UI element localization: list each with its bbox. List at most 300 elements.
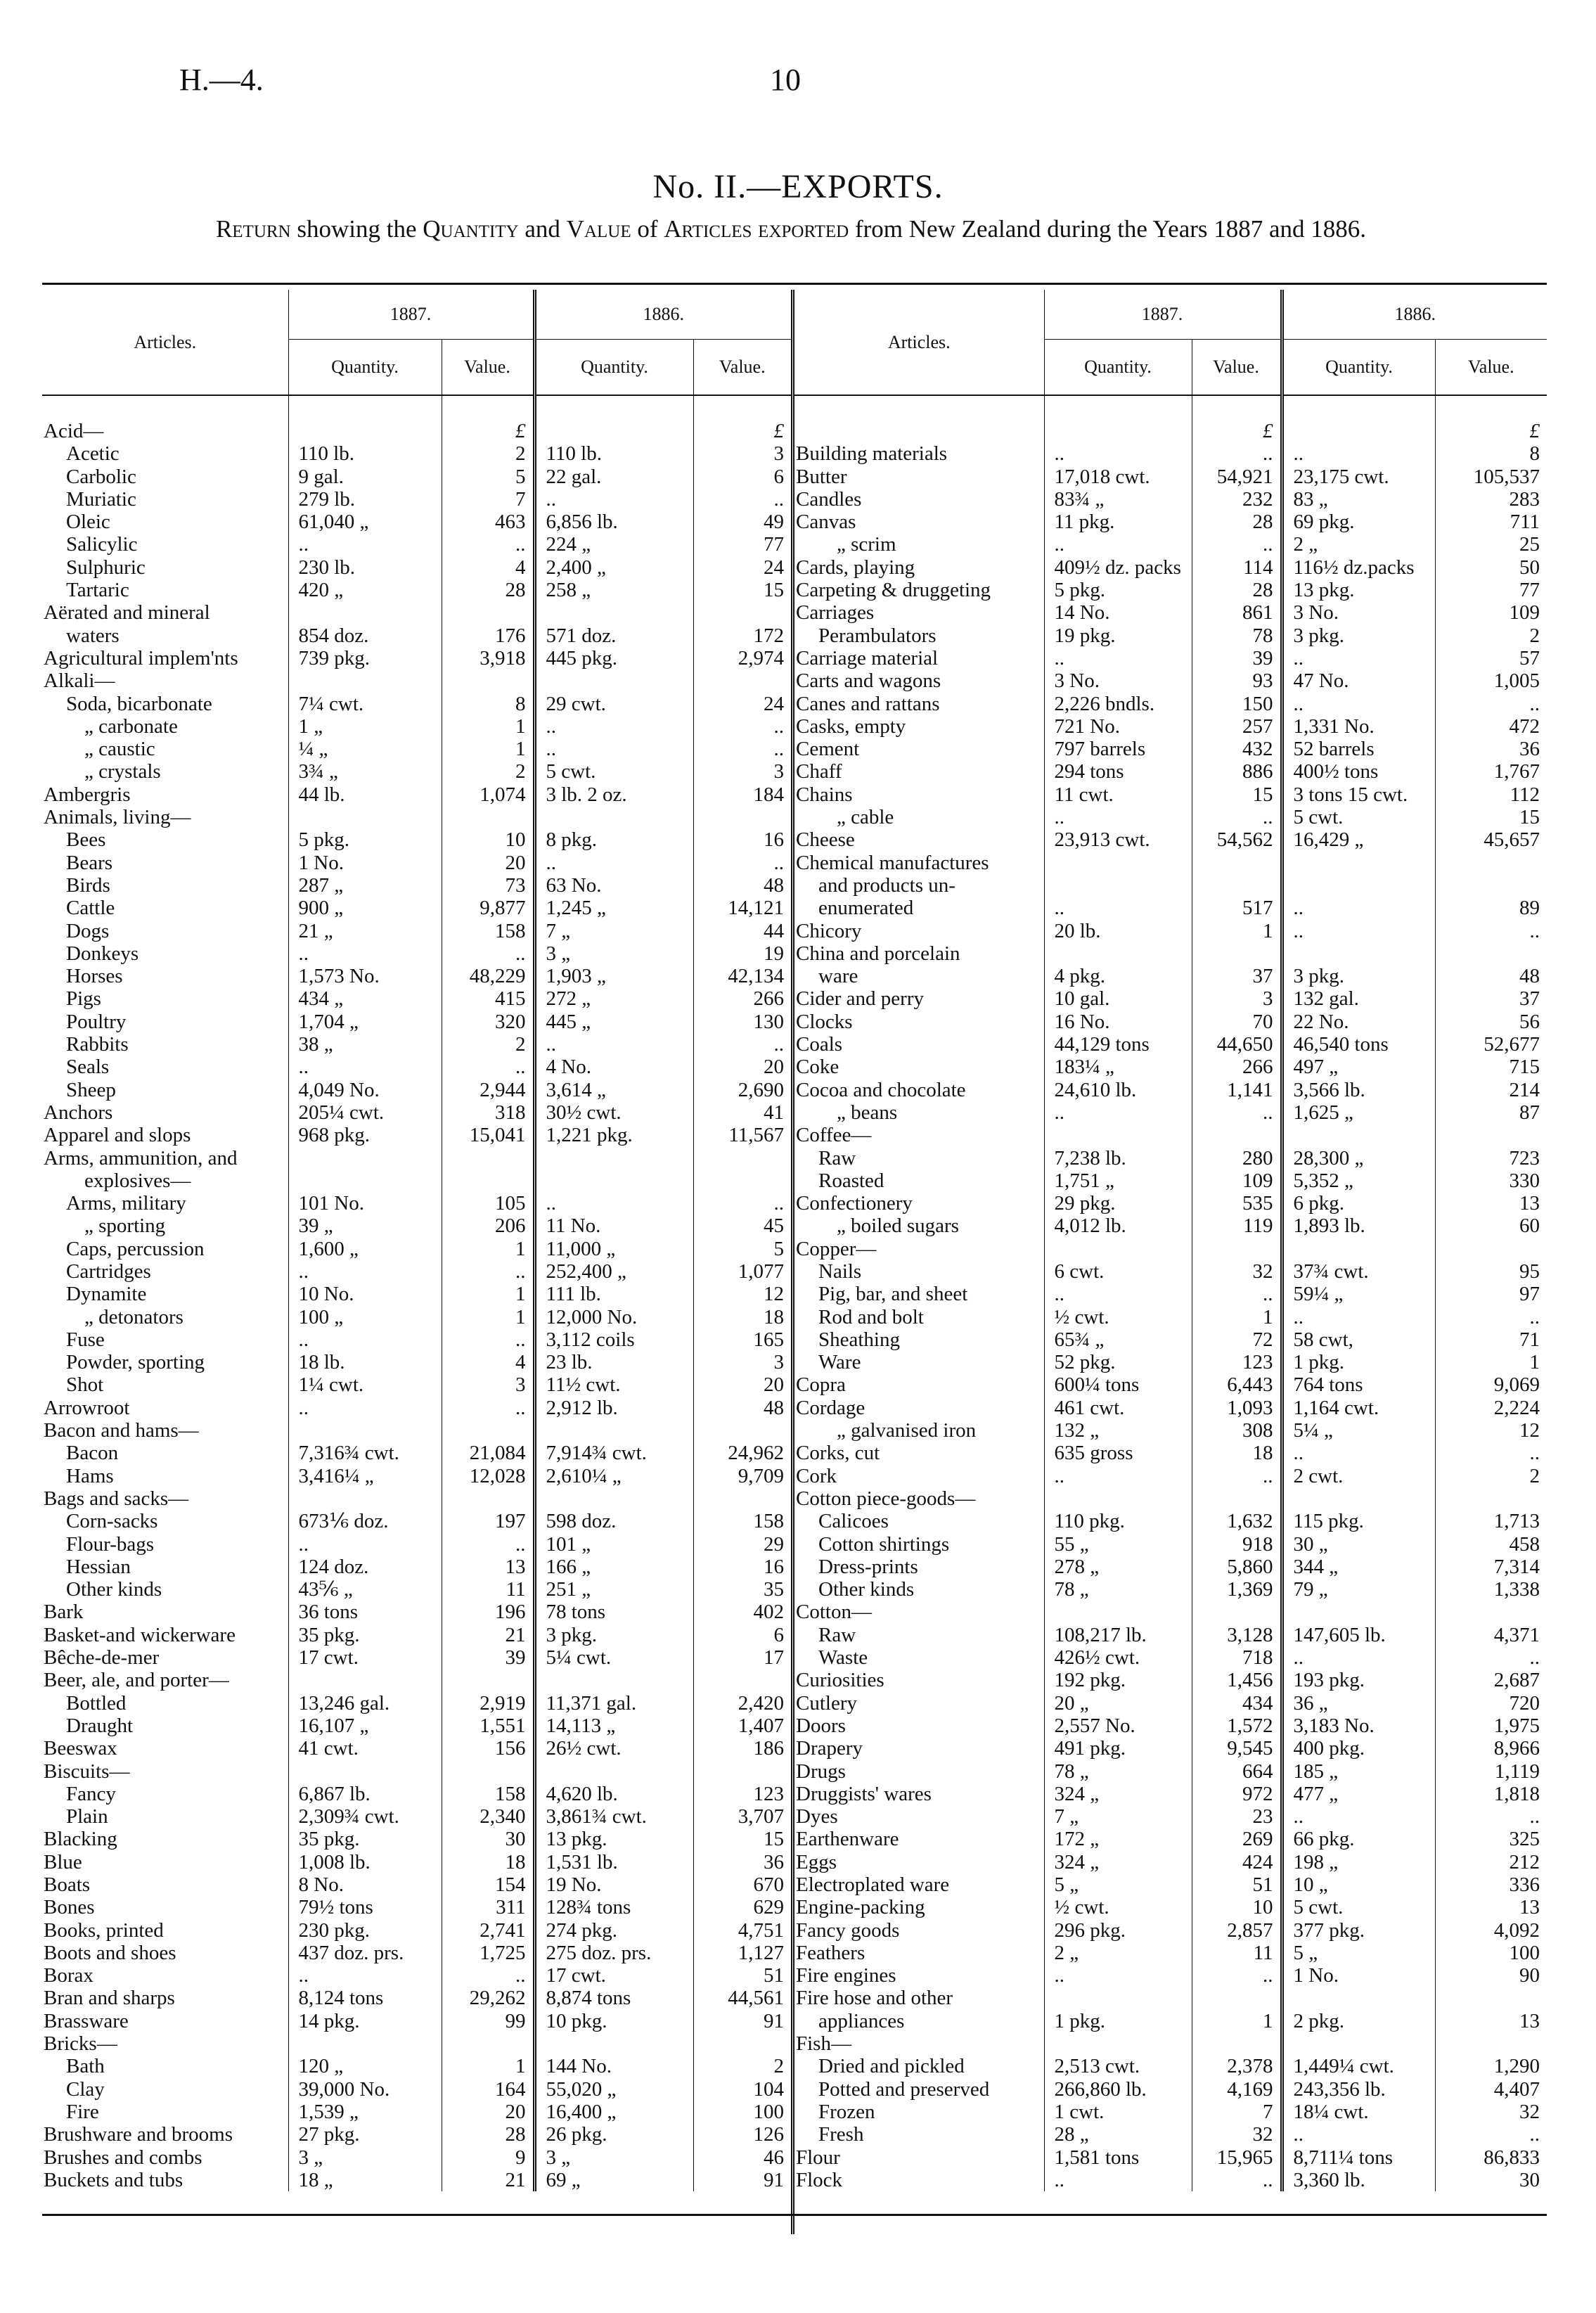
table-row [794, 1805, 1547, 1828]
article-name: Soda, bicarbonate [66, 692, 212, 715]
value-1886: 670 [693, 1873, 791, 1896]
value-1887 [442, 1147, 534, 1170]
quantity-1886: .. [534, 1033, 693, 1056]
table-row [42, 897, 791, 919]
value-1886: 472 [1435, 715, 1547, 738]
quantity-1887: 426½ cwt. [1044, 1646, 1192, 1669]
table-row [42, 1919, 791, 1942]
article-name: Cider and perry [796, 987, 924, 1011]
value-1887: 1,456 [1192, 1669, 1282, 1691]
value-1887: .. [442, 1260, 534, 1283]
quantity-1886: .. [534, 738, 693, 760]
value-1886: 15 [1435, 806, 1547, 828]
value-1887: .. [442, 1056, 534, 1078]
quantity-1886 [534, 1170, 693, 1192]
subtitle-word: showing the [290, 215, 423, 243]
quantity-1887: 79½ tons [288, 1896, 442, 1918]
quantity-1887: 65¾ „ [1044, 1328, 1192, 1351]
article-name: Hams [66, 1464, 114, 1487]
value-1886: 44,561 [693, 1987, 791, 2009]
table-row [42, 2032, 791, 2055]
value-1886: 212 [1435, 1851, 1547, 1873]
value-1887: 6,443 [1192, 1373, 1282, 1396]
quantity-1886: 1,449¼ cwt. [1282, 2055, 1435, 2077]
table-row [794, 987, 1547, 1010]
value-1887: 1,551 [442, 1715, 534, 1737]
article-name: Perambulators [818, 624, 937, 647]
quantity-1887: 8 No. [288, 1873, 442, 1896]
table-row [794, 1147, 1547, 1170]
value-1886: 13 [1435, 2010, 1547, 2032]
quantity-1886: 1,625 „ [1282, 1101, 1435, 1124]
quantity-1887 [288, 2032, 442, 2055]
table-row [42, 1624, 791, 1646]
value-1887: 2,857 [1192, 1919, 1282, 1942]
value-1886: 1,713 [1435, 1510, 1547, 1532]
article-name: Bottled [66, 1691, 127, 1715]
quantity-1887: .. [288, 1056, 442, 1078]
table-row [794, 965, 1547, 987]
value-1886: 87 [1435, 1101, 1547, 1124]
table-row [42, 466, 791, 488]
quantity-1886: 16,400 „ [534, 2101, 693, 2123]
quantity-1886: 18¼ cwt. [1282, 2101, 1435, 2123]
value-1886: 2 [1435, 1465, 1547, 1487]
quantity-1887 [1044, 942, 1192, 965]
quantity-1886: .. [1282, 1805, 1435, 1828]
value-1886: .. [693, 1033, 791, 1056]
article-name: Carriage material [796, 646, 939, 669]
value-1887: 156 [442, 1737, 534, 1760]
quantity-1887: 7 „ [1044, 1805, 1192, 1828]
value-1887: 54,921 [1192, 466, 1282, 488]
article-name: Flour [796, 2146, 840, 2169]
quantity-1886: .. [1282, 1442, 1435, 1464]
quantity-1887: 101 No. [288, 1192, 442, 1215]
article-name: „ scrim [837, 533, 896, 556]
article-name: „ caustic [84, 738, 155, 761]
value-1887: 105 [442, 1192, 534, 1215]
article-name: Fresh [818, 2123, 864, 2146]
article-name: Bricks— [44, 2032, 117, 2056]
value-1887 [1192, 1987, 1282, 2009]
article-name: Cork [796, 1464, 837, 1487]
value-1887: 2 [442, 760, 534, 783]
table-row [42, 1056, 791, 1078]
table-row [794, 1715, 1547, 1737]
quantity-1886: 5¼ „ [1282, 1419, 1435, 1442]
quantity-1887: 44 lb. [288, 783, 442, 806]
exports-table-right [791, 290, 1550, 2234]
value-1887 [1192, 874, 1282, 897]
article-name: Druggists' wares [796, 1782, 932, 1805]
quantity-1887: 900 „ [288, 897, 442, 919]
article-name: ware [818, 965, 858, 988]
article-name: Corks, cut [796, 1442, 880, 1465]
value-1886: 51 [693, 1964, 791, 1987]
value-1886: 3 [693, 442, 791, 465]
article-name: Boats [44, 1873, 91, 1896]
table-row [794, 2123, 1547, 2146]
value-1886: 30 [1435, 2169, 1547, 2191]
value-1887: 1,369 [1192, 1578, 1282, 1601]
table-row [42, 2146, 791, 2169]
table-row [794, 1124, 1547, 1146]
value-1887: 517 [1192, 897, 1282, 919]
value-1887: 15,041 [442, 1124, 534, 1146]
value-1886 [1435, 874, 1547, 897]
quantity-1886: 22 No. [1282, 1011, 1435, 1033]
value-1887: 1 [442, 1283, 534, 1305]
table-row [794, 1669, 1547, 1691]
quantity-1886: 69 pkg. [1282, 511, 1435, 533]
value-1887: .. [442, 942, 534, 965]
article-name: Rabbits [66, 1033, 129, 1056]
quantity-1887: 39,000 No. [288, 2078, 442, 2101]
value-header: Value. [693, 340, 791, 396]
quantity-1887: .. [1044, 1964, 1192, 1987]
table-row [794, 601, 1547, 624]
exports-table-left [42, 290, 791, 2234]
quantity-1886: 11,371 gal. [534, 1692, 693, 1715]
value-1887: 78 [1192, 624, 1282, 647]
value-1886: 24 [693, 556, 791, 579]
article-name: enumerated [818, 897, 914, 920]
quantity-1886: 2,912 lb. [534, 1397, 693, 1419]
value-1887: 28 [442, 2123, 534, 2146]
article-name: Arrowroot [44, 1396, 130, 1419]
page-number: 10 [770, 63, 801, 97]
quantity-1887: .. [288, 1260, 442, 1283]
article-name: Beer, ale, and porter— [44, 1669, 229, 1692]
value-1887 [1192, 1487, 1282, 1510]
table-row [42, 1238, 791, 1260]
table-row [42, 1873, 791, 1896]
quantity-1887: 3,416¼ „ [288, 1465, 442, 1487]
subtitle-word: Articles exported [664, 215, 849, 243]
quantity-1887 [288, 1147, 442, 1170]
value-1887: 28 [442, 579, 534, 601]
value-1887: 15,965 [1192, 2146, 1282, 2169]
article-name: Donkeys [66, 942, 139, 965]
subtitle-word: Value [566, 215, 631, 243]
quantity-1886 [534, 1487, 693, 1510]
value-1887: 21,084 [442, 1442, 534, 1464]
table-row [794, 1987, 1547, 2009]
table-row [794, 511, 1547, 533]
table-row [794, 1942, 1547, 1964]
quantity-1886: 224 „ [534, 533, 693, 556]
quantity-1886: 4 No. [534, 1056, 693, 1078]
quantity-1886 [534, 2032, 693, 2055]
value-1887: 1,572 [1192, 1715, 1282, 1737]
quantity-1887 [288, 420, 442, 442]
page-title: No. II.—EXPORTS. [652, 168, 944, 205]
value-1887: 18 [442, 1851, 534, 1873]
article-name: Borax [44, 1964, 94, 1987]
value-1886: 20 [693, 1056, 791, 1078]
value-1887: 4,169 [1192, 2078, 1282, 2101]
value-1886: .. [1435, 1646, 1547, 1669]
value-1887: 114 [1192, 556, 1282, 579]
quantity-1887 [1044, 420, 1192, 442]
article-name: Horses [66, 965, 123, 988]
table-row [794, 488, 1547, 511]
value-1886: 2 [1435, 624, 1547, 647]
article-name: „ galvanised iron [837, 1419, 977, 1442]
article-name: Clay [66, 2077, 105, 2101]
table-row [794, 828, 1547, 851]
table-row [794, 1760, 1547, 1783]
table-row [794, 1828, 1547, 1850]
value-1887: 48,229 [442, 965, 534, 987]
quantity-1886: 30½ cwt. [534, 1101, 693, 1124]
value-1887: .. [1192, 1465, 1282, 1487]
quantity-1886 [534, 1147, 693, 1170]
value-1886: 32 [1435, 2101, 1547, 2123]
table-row [794, 2055, 1547, 2077]
article-name: Blacking [44, 1828, 117, 1851]
value-1886: 629 [693, 1896, 791, 1918]
quantity-1886: 17 cwt. [534, 1964, 693, 1987]
article-name: explosives— [84, 1169, 191, 1192]
quantity-1886: 4,620 lb. [534, 1783, 693, 1805]
table-row [42, 1578, 791, 1601]
table-row [794, 1873, 1547, 1896]
value-1886 [1435, 1124, 1547, 1146]
quantity-1887: 296 pkg. [1044, 1919, 1192, 1942]
value-1887: .. [1192, 1283, 1282, 1305]
quantity-1886: 764 tons [1282, 1373, 1435, 1396]
table-row [794, 1556, 1547, 1578]
quantity-1886: 115 pkg. [1282, 1510, 1435, 1532]
value-1887: 119 [1192, 1215, 1282, 1237]
table-row [794, 1465, 1547, 1487]
table-row [42, 920, 791, 942]
quantity-1887: 673⅙ doz. [288, 1510, 442, 1532]
value-1887 [442, 1760, 534, 1783]
quantity-1887: 420 „ [288, 579, 442, 601]
article-name: Rod and bolt [818, 1305, 924, 1328]
quantity-1887: 461 cwt. [1044, 1397, 1192, 1419]
quantity-1887: 324 „ [1044, 1783, 1192, 1805]
quantity-1887: 1 No. [288, 852, 442, 874]
table-row [42, 2123, 791, 2146]
quantity-1886: 5,352 „ [1282, 1170, 1435, 1192]
quantity-1887 [288, 1669, 442, 1691]
value-1886: .. [693, 852, 791, 874]
value-1887: 9,877 [442, 897, 534, 919]
article-name: Pig, bar, and sheet [818, 1283, 968, 1306]
quantity-1887: 108,217 lb. [1044, 1624, 1192, 1646]
table-row [42, 1669, 791, 1691]
value-1887: 4 [442, 556, 534, 579]
value-1887: 1 [1192, 1306, 1282, 1328]
table-row [794, 942, 1547, 965]
quantity-1886: 243,356 lb. [1282, 2078, 1435, 2101]
value-1887: 8 [442, 693, 534, 715]
value-1887 [442, 806, 534, 828]
quantity-1886: 1 No. [1282, 1964, 1435, 1987]
article-name: Bones [44, 1896, 95, 1919]
value-1886: 89 [1435, 897, 1547, 919]
article-name: Nails [818, 1260, 862, 1283]
quantity-1886 [1282, 2032, 1435, 2055]
quantity-1886: 128¾ tons [534, 1896, 693, 1918]
quantity-1887: 21 „ [288, 920, 442, 942]
article-name: Cheese [796, 828, 855, 852]
table-row [794, 1033, 1547, 1056]
quantity-1886: 3 tons 15 cwt. [1282, 783, 1435, 806]
table-row [42, 1328, 791, 1351]
quantity-1887: 43⅚ „ [288, 1578, 442, 1601]
quantity-1887: 35 pkg. [288, 1828, 442, 1850]
quantity-1886: .. [1282, 442, 1435, 465]
quantity-1887: 11 cwt. [1044, 783, 1192, 806]
quantity-1887: 491 pkg. [1044, 1737, 1192, 1760]
value-1887: 2 [442, 442, 534, 465]
table-row [794, 669, 1547, 692]
quantity-1887: 1¼ cwt. [288, 1373, 442, 1396]
article-name: Sulphuric [66, 556, 146, 579]
value-1887: 535 [1192, 1192, 1282, 1215]
value-1887: 11 [442, 1578, 534, 1601]
value-1886: 104 [693, 2078, 791, 2101]
article-name: Birds [66, 873, 110, 897]
quantity-1887: 8,124 tons [288, 1987, 442, 2009]
quantity-1886: 144 No. [534, 2055, 693, 2077]
value-1887 [1192, 1601, 1282, 1623]
top-rule [42, 283, 1547, 285]
value-1886: 126 [693, 2123, 791, 2146]
quantity-1886: 132 gal. [1282, 987, 1435, 1010]
value-1887: 93 [1192, 669, 1282, 692]
quantity-1886: 11 No. [534, 1215, 693, 1237]
quantity-1887: 183¼ „ [1044, 1056, 1192, 1078]
value-1887: 2,378 [1192, 2055, 1282, 2077]
value-1886: 720 [1435, 1692, 1547, 1715]
quantity-1886: .. [534, 488, 693, 511]
article-name: Other kinds [66, 1578, 162, 1601]
value-1886: 16 [693, 828, 791, 851]
article-name: Boots and shoes [44, 1941, 176, 1964]
quantity-1886 [1282, 852, 1435, 874]
quantity-1886: 198 „ [1282, 1851, 1435, 1873]
table-row [794, 1260, 1547, 1283]
value-1886: 2,420 [693, 1692, 791, 1715]
subtitle-word: from New Zealand during the Years 1887 and 1886. [849, 215, 1367, 243]
value-1887: 29,262 [442, 1987, 534, 2009]
quantity-1886: 79 „ [1282, 1578, 1435, 1601]
quantity-1887: 230 lb. [288, 556, 442, 579]
quantity-1887: 61,040 „ [288, 511, 442, 533]
quantity-1887: 2,226 bndls. [1044, 693, 1192, 715]
article-name: Apparel and slops [44, 1124, 191, 1147]
article-name: „ cable [837, 806, 894, 829]
value-1887: 1,093 [1192, 1397, 1282, 1419]
quantity-1887: 266,860 lb. [1044, 2078, 1192, 2101]
quantity-1886: 37¾ cwt. [1282, 1260, 1435, 1283]
table-row [794, 1192, 1547, 1215]
quantity-1886: 185 „ [1282, 1760, 1435, 1783]
table-row [42, 828, 791, 851]
value-1887: .. [1192, 806, 1282, 828]
value-1886: 71 [1435, 1328, 1547, 1351]
value-1887: 9,545 [1192, 1737, 1282, 1760]
quantity-1887: 10 No. [288, 1283, 442, 1305]
value-1887 [442, 1669, 534, 1691]
year-1886-header: 1886. [534, 290, 791, 340]
quantity-1886: 11½ cwt. [534, 1373, 693, 1396]
quantity-1886: .. [1282, 693, 1435, 715]
table-row [42, 1715, 791, 1737]
article-name: Raw [818, 1146, 856, 1170]
quantity-1887 [288, 601, 442, 624]
quantity-1887: 205¼ cwt. [288, 1101, 442, 1124]
quantity-1886: 5 „ [1282, 1942, 1435, 1964]
value-1886: 52,677 [1435, 1033, 1547, 1056]
article-name: Dogs [66, 919, 110, 942]
quantity-1887: 7,316¾ cwt. [288, 1442, 442, 1464]
year-1886-header: 1886. [1282, 290, 1547, 340]
article-name: Carbolic [66, 465, 136, 488]
value-1886: 15 [693, 1828, 791, 1850]
table-row [42, 1760, 791, 1783]
quantity-1887: .. [1044, 2169, 1192, 2191]
value-1887: 109 [1192, 1170, 1282, 1192]
value-1887: 11 [1192, 1942, 1282, 1964]
table-row [794, 1601, 1547, 1623]
quantity-1886: 1,903 „ [534, 965, 693, 987]
value-1886: 2,687 [1435, 1669, 1547, 1691]
quantity-1887: 11 pkg. [1044, 511, 1192, 533]
quantity-1887: 5 pkg. [288, 828, 442, 851]
value-1887 [1192, 1124, 1282, 1146]
table-row [794, 1578, 1547, 1601]
article-name: Bags and sacks— [44, 1487, 189, 1510]
quantity-1887: 2,309¾ cwt. [288, 1805, 442, 1828]
table-row [794, 738, 1547, 760]
value-1887: 463 [442, 511, 534, 533]
value-header: Value. [1192, 340, 1282, 396]
quantity-1887: 14 pkg. [288, 2010, 442, 2032]
value-1886: 91 [693, 2010, 791, 2032]
value-1886: 7,314 [1435, 1556, 1547, 1578]
quantity-1886: 5 cwt. [1282, 1896, 1435, 1918]
table-row [794, 897, 1547, 919]
value-1887: 28 [1192, 579, 1282, 601]
quantity-1887: 78 „ [1044, 1760, 1192, 1783]
year-1887-header: 1887. [1044, 290, 1282, 340]
table-row [42, 2010, 791, 2032]
article-name: Chaff [796, 760, 842, 783]
value-1887: 7 [1192, 2101, 1282, 2123]
quantity-1887: 18 lb. [288, 1351, 442, 1373]
quantity-1886: 1,221 pkg. [534, 1124, 693, 1146]
article-name: „ boiled sugars [837, 1215, 959, 1238]
article-name: Carpeting & druggeting [796, 579, 991, 602]
table-row [42, 1147, 791, 1170]
quantity-header: Quantity. [1282, 340, 1435, 396]
value-1886: 24 [693, 693, 791, 715]
quantity-1886: 3,360 lb. [1282, 2169, 1435, 2191]
table-row [42, 1964, 791, 1987]
value-1886: .. [693, 715, 791, 738]
quantity-1886: .. [534, 852, 693, 874]
value-1887: 266 [1192, 1056, 1282, 1078]
quantity-1886: 13 pkg. [534, 1828, 693, 1850]
table-row [794, 2101, 1547, 2123]
